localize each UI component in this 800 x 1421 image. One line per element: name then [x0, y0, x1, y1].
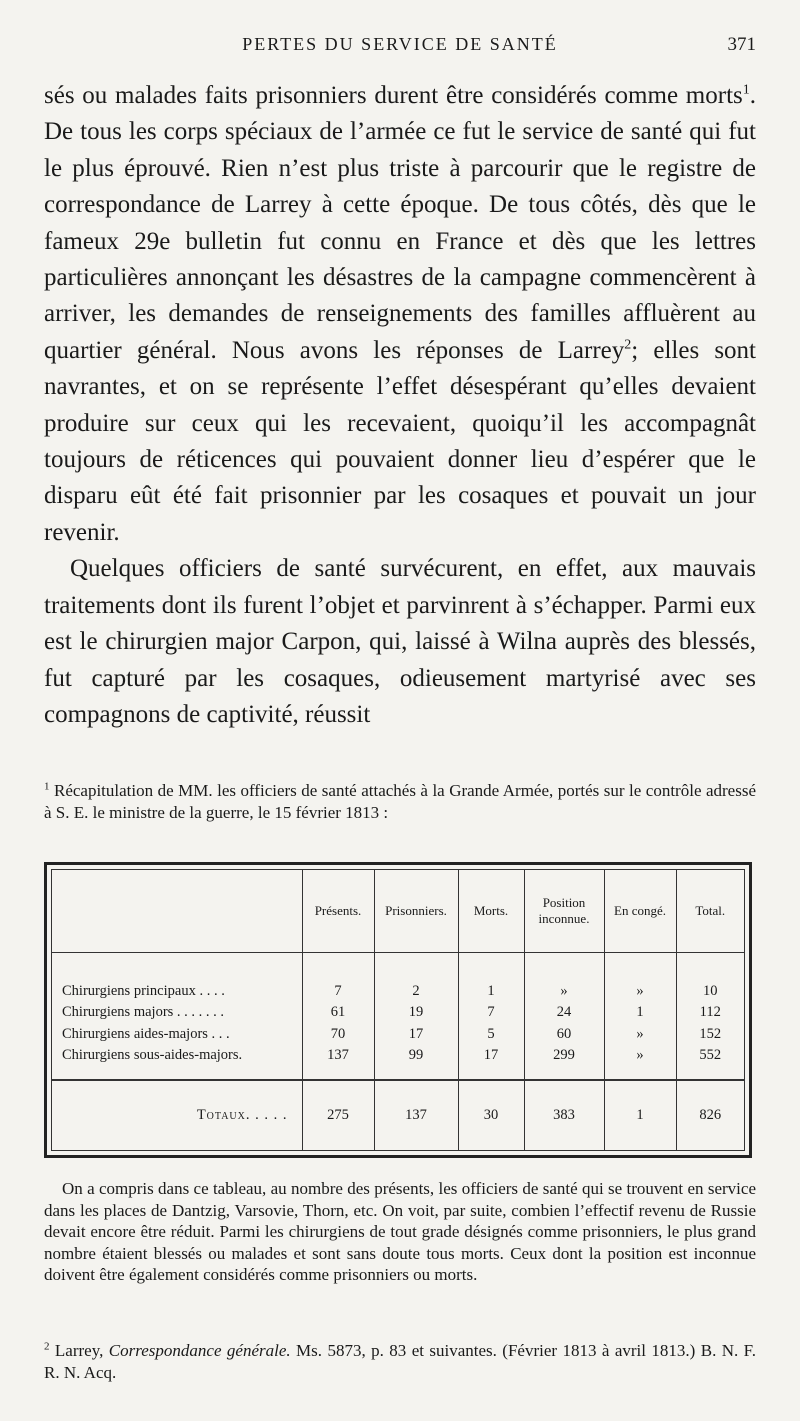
table-row [52, 1002, 744, 1023]
totals-cell: 1 [604, 1080, 676, 1150]
footnote-ref-2: 2 [624, 337, 632, 353]
table-cell: 17 [458, 1045, 524, 1066]
paragraph-1 [44, 78, 756, 551]
table-cell: 1 [458, 981, 524, 1002]
table-row [52, 981, 744, 1002]
table-row [52, 1024, 744, 1045]
table-row [52, 1045, 744, 1066]
footnote-1-text: Récapitulation de MM. les officiers de santé attachés à la Grande Armée, portés sur le contrôle adressé à S. E. le ministre de la guerre, le 15 février 1813 : [44, 781, 756, 822]
footnote-2-rest: Ms. 5873, p. 83 et suivantes. (Février 1813 à avril 1813.) B. N. F. R. N. Acq. [44, 1341, 757, 1382]
page-number: 371 [727, 34, 756, 55]
table-spacer [52, 1066, 744, 1080]
table-header-cell: Prisonniers. [374, 870, 458, 953]
table-cell: 1 [604, 1002, 676, 1023]
body-text [44, 78, 756, 733]
paragraph-1-part-1: sés ou malades faits prisonniers durent être considérés comme morts [44, 82, 743, 109]
table-cell: » [524, 981, 604, 1002]
footnote-2-author: Larrey, [54, 1341, 104, 1360]
footnote-1 [44, 780, 756, 824]
table-cell: 137 [302, 1045, 374, 1066]
table-cell: 24 [524, 1002, 604, 1023]
table-header-cell: Présents. [302, 870, 374, 953]
table-note [44, 1178, 756, 1286]
table-header-cell: En congé. [604, 870, 676, 953]
totals-label: Totaux. . . . . [196, 1107, 288, 1124]
table-cell: 2 [374, 981, 458, 1002]
table-cell: 61 [302, 1002, 374, 1023]
footnote-1-number: 1 [44, 780, 50, 793]
table-cell: » [604, 1045, 676, 1066]
table-cell: 112 [676, 1002, 744, 1023]
table-cell: 552 [676, 1045, 744, 1066]
table-cell: 19 [374, 1002, 458, 1023]
table-cell: 10 [676, 981, 744, 1002]
table-header-cell: Position inconnue. [524, 870, 604, 953]
row-label: Chirurgiens principaux . . . . [62, 983, 225, 1000]
totals-cell: 275 [302, 1080, 374, 1150]
statistics-table-frame [44, 862, 752, 1158]
footnote-2 [44, 1340, 756, 1384]
table-cell: » [604, 981, 676, 1002]
table-note-text: On a compris dans ce tableau, au nombre des présents, les officiers de santé qui se trouvent en service dans les places de Dantzig, Varsovie, Thorn, etc. On voit, par suite, combien l’effectif revenu de Russie devait encore être réduit. Parmi les chirurgiens de tout grade désignés comme prisonniers, le plus grand nombre étaient blessés ou malades et sont sans doute tous morts. Ceux dont la position est inconnue doivent être également considérés comme prisonniers ou morts. [44, 1179, 756, 1284]
table-header-label [52, 870, 302, 953]
footnote-ref-1: 1 [742, 82, 750, 98]
table-cell: 70 [302, 1024, 374, 1045]
table-cell: » [604, 1024, 676, 1045]
table-cell: 299 [524, 1045, 604, 1066]
table-cell: 60 [524, 1024, 604, 1045]
table-totals-row [52, 1080, 744, 1150]
paragraph-1-part-2: . De tous les corps spéciaux de l’armée ce fut le service de santé qui fut le plus éprouvé. Rien n’est plus triste à parcourir que le registre de correspondance de Larrey à cette époque. De tous côtés, dès que le fameux 29e bulletin fut connu en France et dès que les lettres particulières annonçant les désastres de la campagne commencèrent à arriver, les demandes de renseignements des familles affluèrent au quartier général. Nous avons les réponses de Larrey [44, 82, 756, 364]
row-label: Chirurgiens majors . . . . . . . [62, 1004, 225, 1021]
paragraph-2: Quelques officiers de santé survécurent, en effet, aux mauvais traitements dont ils furent l’objet et parvinrent à s’échapper. Parmi eux est le chirurgien major Carpon, qui, laissé à Wilna auprès des blessés, fut capturé par les cosaques, odieusement martyrisé avec ses compagnons de captivité, réussit [44, 555, 756, 728]
table-cell: 5 [458, 1024, 524, 1045]
totals-cell: 137 [374, 1080, 458, 1150]
footnote-2-number: 2 [44, 1340, 50, 1353]
statistics-table-inner [51, 869, 745, 1151]
statistics-table [52, 870, 744, 1150]
row-label: Chirurgiens aides-majors . . . [62, 1025, 230, 1042]
table-header-cell: Morts. [458, 870, 524, 953]
table-cell: 17 [374, 1024, 458, 1045]
running-head [44, 30, 756, 60]
totals-cell: 383 [524, 1080, 604, 1150]
row-label: Chirurgiens sous-aides-majors. [62, 1047, 243, 1064]
totals-cell: 30 [458, 1080, 524, 1150]
table-spacer [52, 953, 744, 981]
footnote-2-title: Correspondance générale. [108, 1341, 291, 1360]
table-cell: 152 [676, 1024, 744, 1045]
table-cell: 7 [302, 981, 374, 1002]
table-cell: 99 [374, 1045, 458, 1066]
paragraph-1-part-3: ; elles sont navrantes, et on se représente l’effet désespérant qu’elles devaient produire sur ceux qui les recevaient, quoiqu’il les accompagnât toujours de réticences qui pouvaient donner lieu d’espérer que le disparu eût été fait prisonnier par les cosaques et pouvait un jour revenir. [44, 336, 757, 546]
table-header-cell: Total. [676, 870, 744, 953]
table-header-row [52, 870, 744, 953]
table-cell: 7 [458, 1002, 524, 1023]
totals-cell: 826 [676, 1080, 744, 1150]
running-title: PERTES DU SERVICE DE SANTÉ [242, 34, 558, 54]
